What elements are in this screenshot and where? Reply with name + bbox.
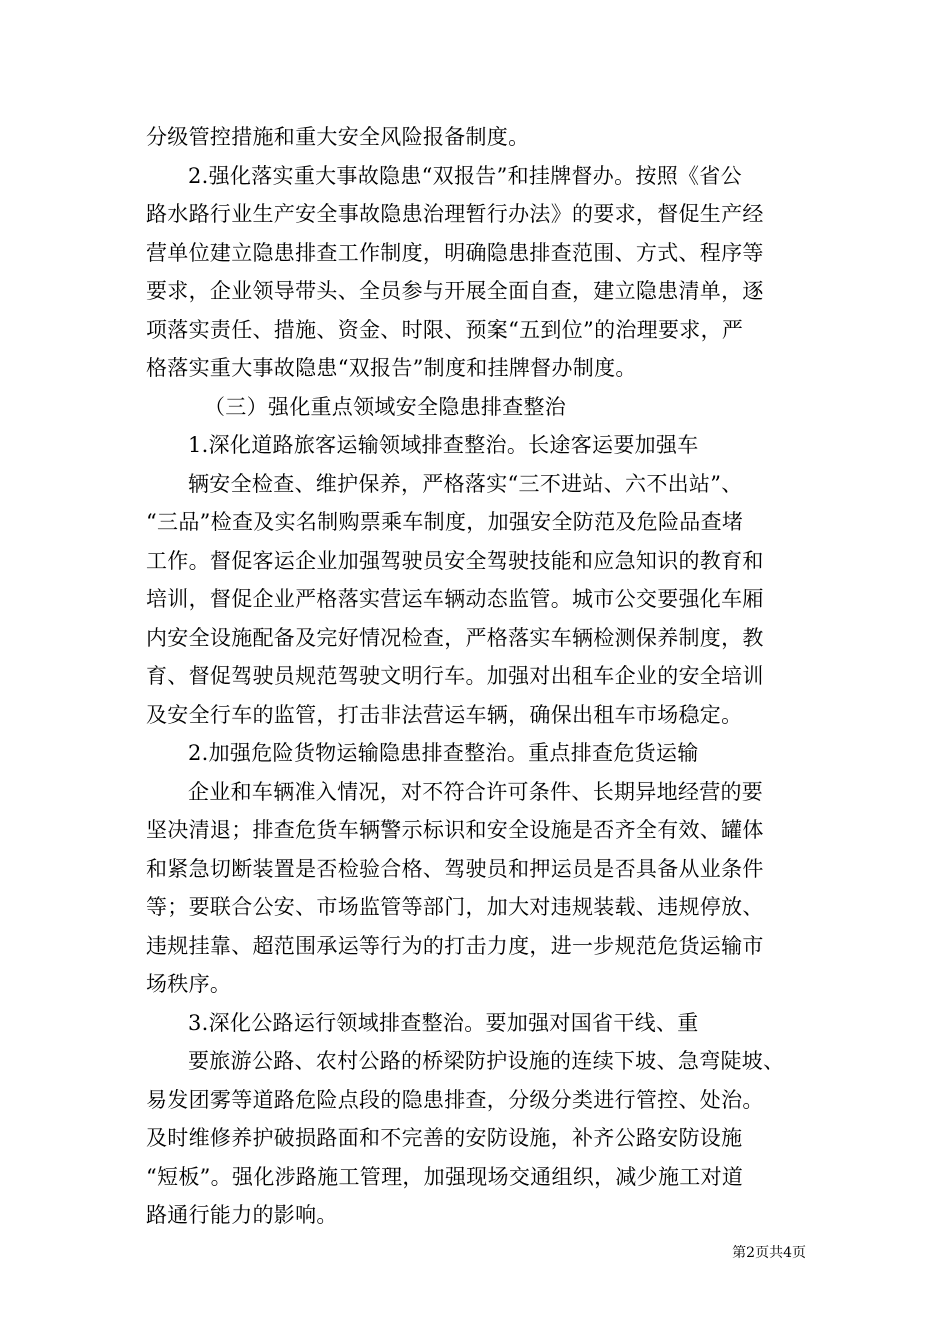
text-line: 3.深化公路运行领域排查整治。要加强对国省干线、重 <box>188 1010 699 1035</box>
text-line: 要求，企业领导带头、全员参与开展全面自查，建立隐患清单，逐 <box>146 279 764 303</box>
text-line: 违规挂靠、超范围承运等行为的打击力度，进一步规范危货运输市 <box>146 933 764 958</box>
text-line: 内安全设施配备及完好情况检查，严格落实车辆检测保养制度，教 <box>146 625 764 650</box>
text-line: 2.强化落实重大事故隐患“双报告”和挂牌督办。按照《省公 <box>188 163 742 188</box>
text-line: 等；要联合公安、市场监管等部门，加大对违规装载、违规停放、 <box>146 895 764 919</box>
text-line: 易发团雾等道路危险点段的隐患排查，分级分类进行管控、处治。 <box>146 1087 764 1112</box>
text-line: 坚决清退；排查危货车辆警示标识和安全设施是否齐全有效、罐体 <box>146 818 764 842</box>
text-line: “三品”检查及实名制购票乘车制度，加强安全防范及危险品查堵 <box>146 510 744 534</box>
text-line: 及时维修养护破损路面和不完善的安防设施，补齐公路安防设施 <box>146 1126 743 1150</box>
text-line: 场秩序。 <box>146 972 232 996</box>
text-line: 辆安全检查、维护保养，严格落实“三不进站、六不出站”、 <box>188 471 743 496</box>
text-line: 路通行能力的影响。 <box>146 1203 338 1227</box>
text-line: 分级管控措施和重大安全风险报备制度。 <box>146 125 530 149</box>
text-line: 路水路行业生产安全事故隐患治理暂行办法》的要求，督促生产经 <box>146 202 764 226</box>
text-line: 格落实重大事故隐患“双报告”制度和挂牌督办制度。 <box>146 356 637 380</box>
document-body <box>146 118 816 1235</box>
text-line: 工作。督促客运企业加强驾驶员安全驾驶技能和应急知识的教育和 <box>146 548 764 573</box>
text-line: 企业和车辆准入情况，对不符合许可条件、长期异地经营的要 <box>188 779 764 804</box>
text-line: 项落实责任、措施、资金、时限、预案“五到位”的治理要求，严 <box>146 317 744 342</box>
text-line: 营单位建立隐患排查工作制度，明确隐患排查范围、方式、程序等 <box>146 240 764 265</box>
text-line: “短板”。强化涉路施工管理，加强现场交通组织，减少施工对道 <box>146 1164 744 1189</box>
text-line: 及安全行车的监管，打击非法营运车辆，确保出租车市场稳定。 <box>146 702 743 727</box>
text-line: 2.加强危险货物运输隐患排查整治。重点排查危货运输 <box>188 741 699 765</box>
text-line: 育、督促驾驶员规范驾驶文明行车。加强对出租车企业的安全培训 <box>146 664 764 688</box>
text-line: 和紧急切断装置是否检验合格、驾驶员和押运员是否具备从业条件 <box>146 856 764 881</box>
text-line: 要旅游公路、农村公路的桥梁防护设施的连续下坡、急弯陡坡、 <box>188 1049 785 1073</box>
section-heading: （三）强化重点领域安全隐患排查整治 <box>204 394 567 419</box>
text-line: 培训，督促企业严格落实营运车辆动态监管。城市公交要强化车厢 <box>146 587 764 611</box>
text-line: 1.深化道路旅客运输领域排查整治。长途客运要加强车 <box>188 433 699 457</box>
page-number: 第2页共4页 <box>732 1245 806 1261</box>
